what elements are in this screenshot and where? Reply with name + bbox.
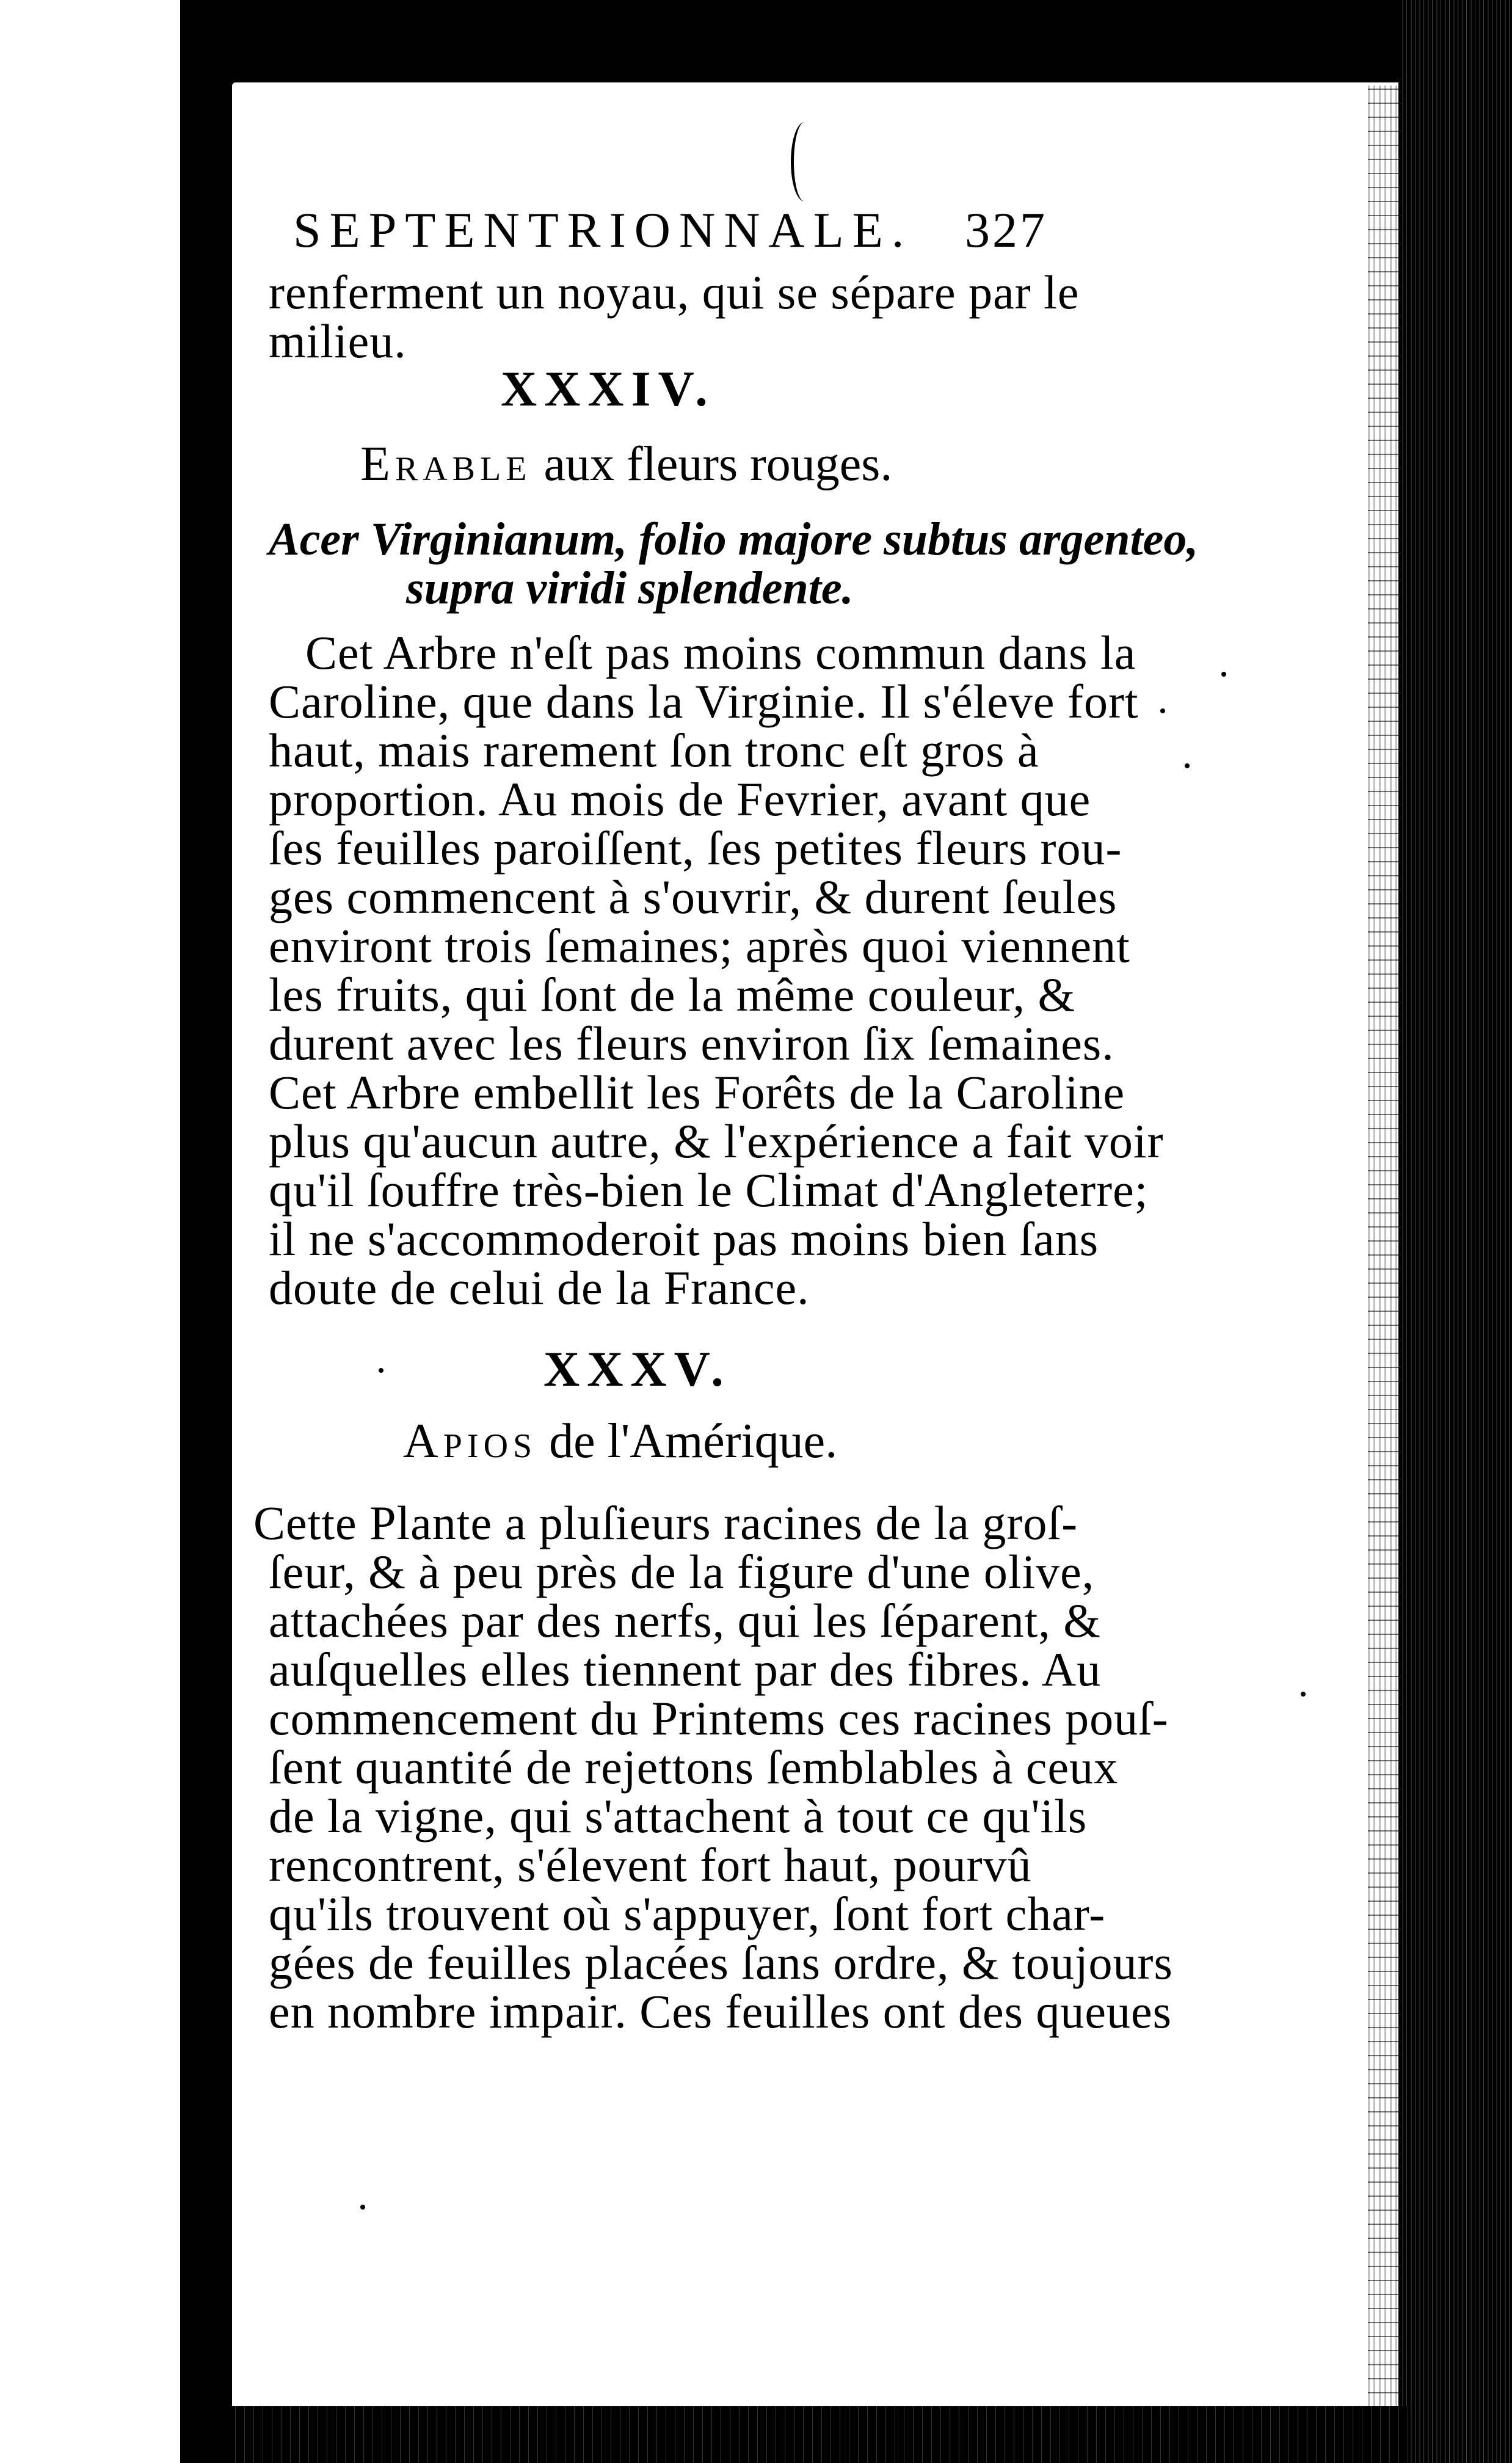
ink-speck	[360, 2205, 365, 2210]
paragraph-line: les fruits, qui ſont de la même couleur, &	[269, 968, 1076, 1021]
ink-speck	[379, 1368, 383, 1373]
top-border	[180, 0, 1401, 85]
paragraph-line: qu'il ſouffre très-bien le Climat d'Angleterre;	[269, 1163, 1149, 1217]
section-title-rest: aux fleurs rouges.	[531, 437, 893, 491]
bottom-border	[232, 2406, 1411, 2463]
section-title-smallcaps: Erable	[360, 437, 532, 491]
paragraph-line: en nombre impair. Ces feuilles ont des queues	[269, 1985, 1172, 2038]
section-title-smallcaps: Apios	[403, 1414, 537, 1468]
paragraph-line: ſeur, & à peu près de la figure d'une olive,	[269, 1545, 1095, 1598]
paragraph-line: rencontrent, s'élevent fort haut, pourvû	[269, 1838, 1032, 1891]
section-title	[360, 437, 892, 492]
paragraph-line: Cet Arbre embellit les Forêts de la Caroline	[269, 1066, 1125, 1119]
paragraph-line: ſes feuilles paroiſſent, ſes petites fleurs rou-	[269, 821, 1122, 875]
paragraph-line: haut, mais rarement ſon tronc eſt gros à	[269, 724, 1039, 777]
section-title-rest: de l'Amérique.	[537, 1414, 838, 1468]
paragraph-line: doute de celui de la France.	[269, 1261, 810, 1314]
running-head: SEPTENTRIONNALE.	[293, 202, 913, 258]
paragraph-line: il ne s'accommoderoit pas moins bien ſans	[269, 1212, 1099, 1265]
paragraph-line: durent avec les fleurs environ ſix ſemaines.	[269, 1017, 1114, 1070]
ink-speck	[1301, 1692, 1306, 1697]
ink-speck	[1160, 708, 1165, 713]
section-title	[403, 1414, 837, 1469]
paragraph-line: gées de feuilles placées ſans ordre, & toujours	[269, 1936, 1173, 1989]
continuation-line: milieu.	[269, 315, 407, 368]
paragraph-line: qu'ils trouvent où s'appuyer, ſont fort char-	[269, 1887, 1106, 1940]
paragraph-line: commencement du Printems ces racines pouſ-	[269, 1692, 1169, 1745]
paragraph-line: proportion. Au mois de Fevrier, avant que	[269, 773, 1091, 826]
latin-name-line: supra viridi splendente.	[406, 562, 854, 614]
paragraph-line: plus qu'aucun autre, & l'expérience a fait voir	[269, 1115, 1164, 1168]
paragraph-line: ſent quantité de rejettons ſemblables à ceux	[269, 1741, 1119, 1794]
paragraph-line: Cette Plante a pluſieurs racines de la groſ-	[253, 1496, 1078, 1549]
paragraph-line: environt trois ſemaines; après quoi viennent	[269, 919, 1130, 972]
section-number: XXXIV.	[501, 361, 715, 417]
paragraph-line: attachées par des nerfs, qui les ſéparent, &	[269, 1594, 1101, 1647]
continuation-line: renferment un noyau, qui se sépare par le	[269, 266, 1080, 319]
section-number: XXXV.	[543, 1341, 731, 1397]
page-number: 327	[965, 202, 1047, 258]
paragraph-line: Cet Arbre n'eſt pas moins commun dans la	[305, 626, 1136, 679]
paragraph-line: ges commencent à s'ouvrir, & durent ſeules	[269, 870, 1118, 923]
left-margin-strip	[0, 0, 180, 2463]
ink-speck	[1185, 763, 1190, 768]
latin-name-line: Acer Virginianum, folio majore subtus argenteo,	[269, 514, 1199, 565]
right-edge-border	[1398, 0, 1512, 2463]
gutter-shadow	[180, 0, 235, 2463]
paragraph-line: Caroline, que dans la Virginie. Il s'éleve fort	[269, 675, 1139, 728]
ink-mark	[791, 122, 818, 202]
paragraph-line: auſquelles elles tiennent par des fibres. Au	[269, 1643, 1102, 1696]
paragraph-line: de la vigne, qui s'attachent à tout ce qu'ils	[269, 1789, 1088, 1843]
ink-speck	[1221, 672, 1226, 677]
